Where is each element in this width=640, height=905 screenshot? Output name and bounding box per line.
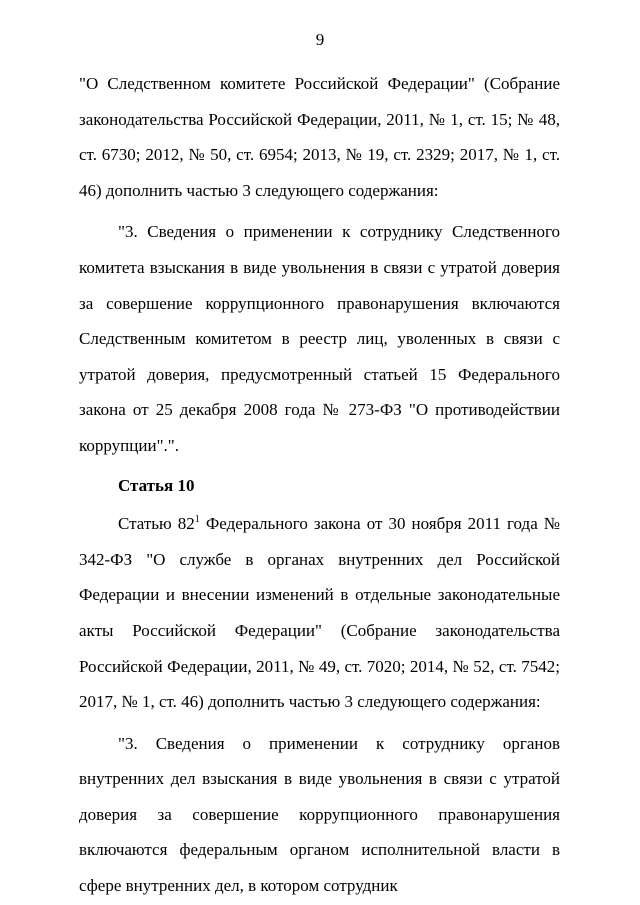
article-superscript: 1: [194, 514, 200, 526]
article-reference-continued: Федерального закона от 30 ноября 2011 года № 342-ФЗ "О службе в органах внутренних дел Российской Федерации и внесении изменений в отдельные законодательные акты Российской Федерации" (Собрание законодательства Российской Федерации, 2011, № 49, ст. 7020; 2014, № 52, ст. 7542; 2017, № 1, ст. 46) дополнить частью 3 следующего содержания:: [79, 514, 560, 712]
document-body: [79, 66, 560, 904]
paragraph-amendment-text-1: "3. Сведения о применении к сотруднику Следственного комитета взыскания в виде увольнения в связи с утратой доверия за совершение коррупционного правонарушения включаются Следственным комитетом в реестр лиц, уволенных в связи с утратой доверия, предусмотренный статьей 15 Федерального закона от 25 декабря 2008 года № 273-ФЗ "О противодействии коррупции".".: [79, 222, 560, 455]
article-heading: Статья 10: [118, 475, 195, 495]
paragraph-amendment-text-2: "3. Сведения о применении к сотруднику органов внутренних дел взыскания в виде увольнения в связи с утратой доверия за совершение коррупционного правонарушения включаются федеральным органом исполнительной власти в сфере внутренних дел, в котором сотрудник: [79, 733, 560, 896]
page-number: 9: [315, 30, 325, 49]
article-reference: Статью 82: [118, 514, 195, 534]
paragraph-law-citation: "О Следственном комитете Российской Федерации" (Собрание законодательства Российской Федерации, 2011, № 1, ст. 15; № 48, ст. 6730; 2012, № 50, ст. 6954; 2013, № 19, ст. 2329; 2017, № 1, ст. 46) дополнить частью 3 следующего содержания:: [79, 74, 560, 200]
paragraph-article-10: [79, 506, 560, 720]
